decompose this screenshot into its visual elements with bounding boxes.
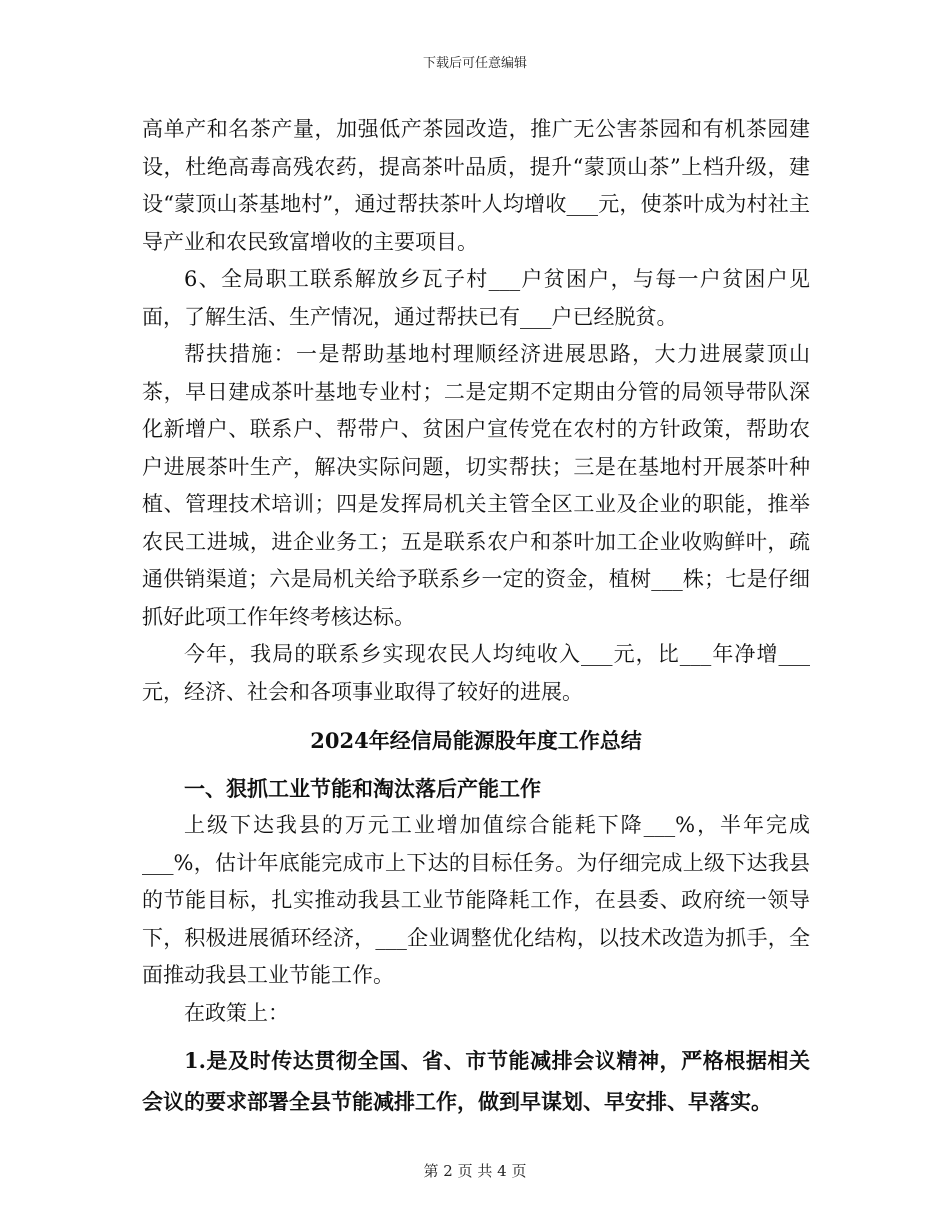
paragraph-tea-industry: 高单产和名茶产量，加强低产茶园改造，推广无公害茶园和有机茶园建设，杜绝高毒高残农药，提高茶叶品质，提升“蒙顶山茶”上档升级，建设“蒙顶山茶基地村”，通过帮扶茶叶人均增收___元，使茶叶成为村社主导产业和农民致富增收的主要项目。 (142, 117, 810, 254)
paragraph-income-results: 今年，我局的联系乡实现农民人均纯收入___元，比___年净增___元，经济、社会和各项事业取得了较好的进展。 (142, 642, 810, 704)
header-note: 下载后可任意编辑 (422, 56, 527, 71)
paragraph-assistance-measures: 帮扶措施：一是帮助基地村理顺经济进展思路，大力进展蒙顶山茶，早日建成茶叶基地专业村；二是定期不定期由分管的局领导带队深化新增户、联系户、帮带户、贫困户宣传党在农村的方针政策，帮助农户进展茶叶生产，解决实际问题，切实帮扶；三是在基地村开展茶叶种植、管理技术培训；四是发挥局机关主管全区工业及企业的职能，推举农民工进城，进企业务工；五是联系农户和茶叶加工企业收购鲜叶，疏通供销渠道；六是局机关给予联系乡一定的资金，植树___株；七是仔细抓好此项工作年终考核达标。 (142, 342, 810, 629)
page-number: 第 2 页 共 4 页 (423, 1162, 527, 1180)
paragraph-energy-targets: 上级下达我县的万元工业增加值综合能耗下降___%，半年完成___%，估计年底能完成市上下达的目标任务。为仔细完成上级下达我县的节能目标，扎实推动我县工业节能降耗工作，在县委、政府统一领导下，积极进展循环经济，___企业调整优化结构，以技术改造为抓手，全面推动我县工业节能工作。 (142, 813, 810, 987)
paragraph-policy-intro: 在政策上： (184, 1000, 289, 1025)
section-heading-energy-saving: 一、狠抓工业节能和淘汰落后产能工作 (184, 775, 541, 801)
paragraph-policy-item-1: 1.是及时传达贯彻全国、省、市节能减排会议精神，严格根据相关会议的要求部署全县节能减排工作，做到早谋划、早安排、早落实。 (142, 1048, 810, 1114)
paragraph-poverty-households: 6、全局职工联系解放乡瓦子村___户贫困户，与每一户贫困户见面，了解生活、生产情况，通过帮扶已有___户已经脱贫。 (142, 267, 810, 329)
document-body (142, 111, 810, 1122)
document-title: 2024年经信局能源股年度工作总结 (310, 728, 642, 753)
